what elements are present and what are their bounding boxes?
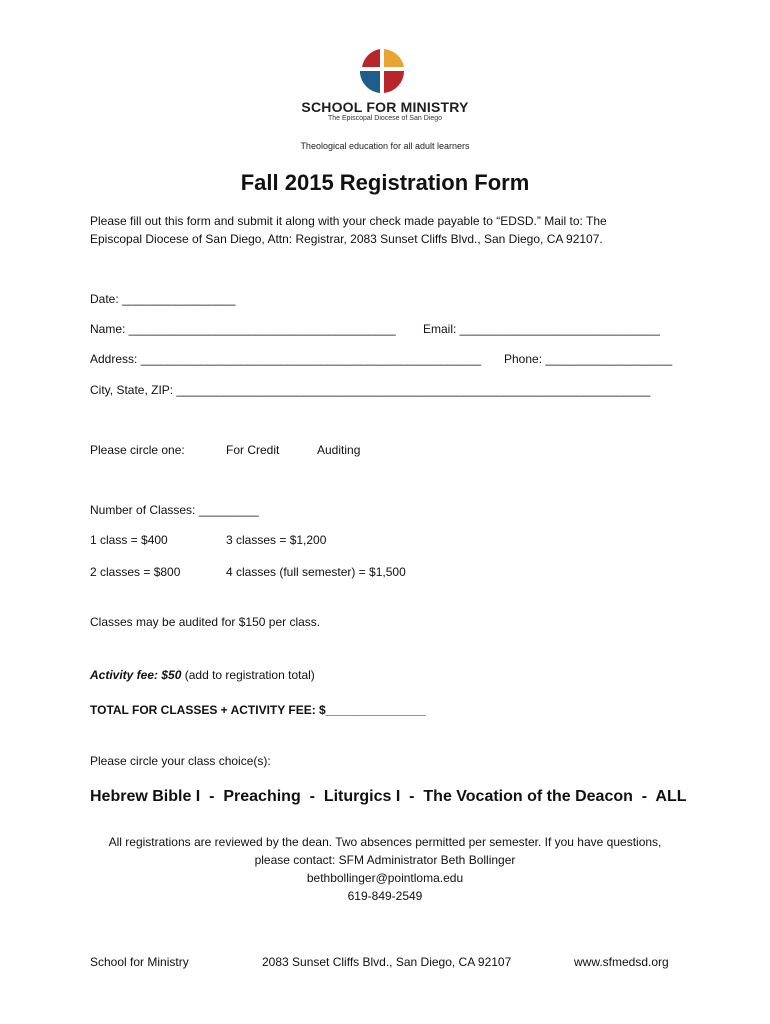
contact-email[interactable]: bethbollinger@pointloma.edu xyxy=(306,871,464,885)
class-choice-prompt: Please circle your class choice(s): xyxy=(90,754,271,768)
closing-line-2: please contact: SFM Administrator Beth Bollinger xyxy=(254,853,516,867)
intro-line-2: Episcopal Diocese of San Diego, Attn: Registrar, 2083 Sunset Cliffs Blvd., San Diego, CA 92107. xyxy=(90,232,603,246)
intro-paragraph xyxy=(90,212,690,248)
option-auditing[interactable]: Auditing xyxy=(317,443,361,457)
org-subtitle: The Episcopal Diocese of San Diego xyxy=(327,115,442,122)
tagline: Theological education for all adult learners xyxy=(300,141,470,151)
intro-line-1: Please fill out this form and submit it along with your check made payable to “EDSD.” Mail to: The xyxy=(90,214,607,228)
closing-line-1: All registrations are reviewed by the dean. Two absences permitted per semester. If you have questions, xyxy=(108,835,662,849)
email-field[interactable]: Email: ______________________________ xyxy=(423,322,660,336)
org-name: SCHOOL FOR MINISTRY xyxy=(301,99,469,115)
footer-address: 2083 Sunset Cliffs Blvd., San Diego, CA 92107 xyxy=(262,955,512,969)
price-four-classes: 4 classes (full semester) = $1,500 xyxy=(226,565,406,579)
address-field[interactable]: Address: ___________________________________________________ xyxy=(90,352,482,366)
class-choices[interactable]: Hebrew Bible I - Preaching - Liturgics I - The Vocation of the Deacon - ALL xyxy=(90,788,687,805)
phone-field[interactable]: Phone: ___________________ xyxy=(504,352,673,366)
activity-fee-line xyxy=(90,668,315,682)
contact-phone: 619-849-2549 xyxy=(347,889,423,903)
form-title: Fall 2015 Registration Form xyxy=(240,170,530,195)
footer-school-name: School for Ministry xyxy=(90,955,189,969)
date-field[interactable]: Date: _________________ xyxy=(90,292,236,306)
circle-one-label: Please circle one: xyxy=(90,443,185,457)
number-of-classes-field[interactable]: Number of Classes: _________ xyxy=(90,503,259,517)
activity-fee-label: Activity fee: $50 xyxy=(90,668,182,682)
audit-note: Classes may be audited for $150 per class. xyxy=(90,615,321,629)
total-field[interactable]: TOTAL FOR CLASSES + ACTIVITY FEE: $_______________ xyxy=(90,703,426,717)
activity-fee-note: (add to registration total) xyxy=(181,668,315,682)
city-state-zip-field[interactable]: City, State, ZIP: _______________________________________________________________________ xyxy=(90,383,651,397)
price-one-class: 1 class = $400 xyxy=(90,533,168,547)
school-logo-icon xyxy=(358,47,406,95)
price-three-classes: 3 classes = $1,200 xyxy=(226,533,327,547)
option-for-credit[interactable]: For Credit xyxy=(226,443,280,457)
name-field[interactable]: Name: ________________________________________ xyxy=(90,322,396,336)
closing-paragraph xyxy=(0,833,770,905)
footer-website[interactable]: www.sfmedsd.org xyxy=(574,955,669,969)
price-two-classes: 2 classes = $800 xyxy=(90,565,181,579)
